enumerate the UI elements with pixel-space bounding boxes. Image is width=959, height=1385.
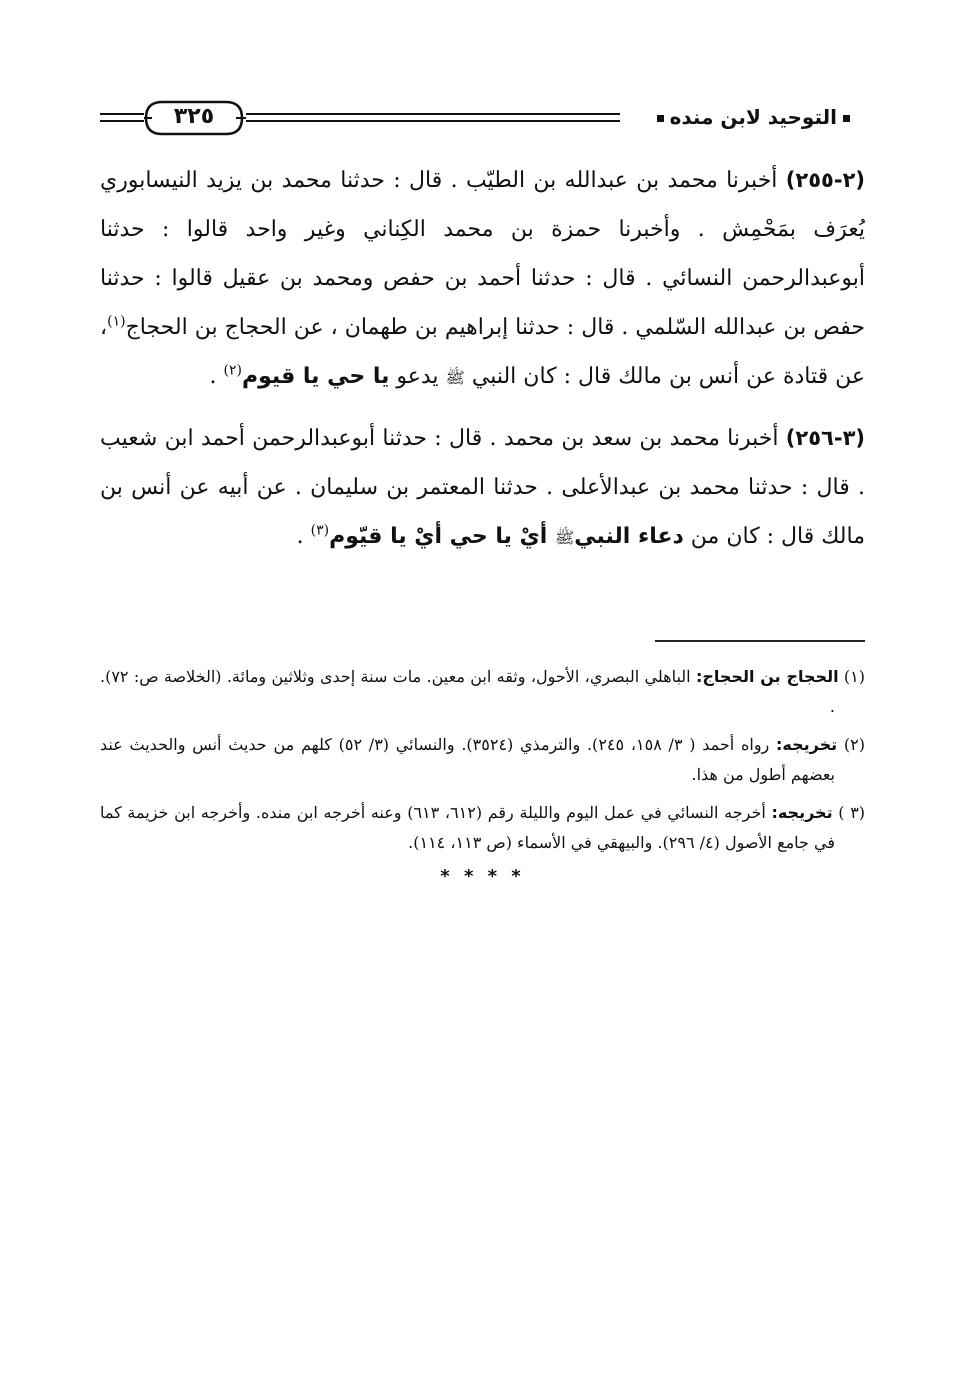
book-title [645, 100, 862, 134]
footnote-key: تخريجه: [771, 803, 833, 822]
footnote-text: أخرجه النسائي في عمل اليوم والليلة رقم (٦١٢، ٦١٣) وعنه أخرجه ابن منده. وأخرجه ابن خزيمة كما في جامع الأصول (٤/ ٢٩٦). والبيهقي في الأسماء (ص ١١٣، ١١٤). [100, 803, 835, 852]
footnote-marker: (٢) [843, 735, 866, 754]
square-ornament-icon [843, 115, 850, 122]
footnote-marker: (١) [843, 667, 865, 686]
hadith-255 [100, 156, 865, 402]
running-header [100, 96, 862, 140]
hadith-text: . [296, 524, 311, 549]
footnote-key: تخريجه: [776, 735, 838, 754]
hadith-text: . [209, 364, 224, 389]
hadith-text: ، عن قتادة عن أنس بن مالك قال : كان النبي [100, 315, 865, 389]
book-title-text: التوحيد لابن منده [669, 105, 837, 129]
main-text [100, 156, 865, 562]
dua-phrase: دعاء النبي [574, 524, 684, 549]
hadith-number: (٢-٢٥٥) [785, 168, 865, 192]
footnote-separator [655, 640, 865, 642]
footnote-ref[interactable]: (٢) [223, 362, 242, 379]
hadith-text: يدعو [389, 364, 446, 389]
end-marks: * * * * [440, 866, 525, 887]
footnote-2 [100, 730, 865, 790]
footnote-text: الباهلي البصري، الأحول، وثقه ابن معين. مات سنة إحدى وثلاثين ومائة. (الخلاصة ص: ٧٢). . [100, 667, 835, 716]
footnote-3 [100, 798, 865, 858]
footnotes [100, 662, 865, 887]
footnote-1 [100, 662, 865, 722]
dua-phrase: يا حي يا قيوم [241, 364, 390, 389]
footnote-key: الحجاج بن الحجاج: [695, 667, 839, 686]
dua-phrase: أيْ يا حي أيْ يا قيّوم [329, 524, 555, 549]
hadith-text: أخبرنا محمد بن سعد بن محمد . قال : حدثنا أبوعبدالرحمن أحمد ابن شعيب . قال : حدثنا محمد بن عبدالأعلى . حدثنا المعتمر بن سليمان . عن أبيه عن أنس بن مالك قال : كان من [100, 426, 865, 549]
footnote-text: رواه أحمد ( ٣/ ١٥٨، ٢٤٥). والترمذي (٣٥٢٤). والنسائي (٣/ ٥٢) كلهم من حديث أنس والحديث عند بعضهم أطول من هذا. [100, 735, 835, 784]
page-number: ٣٢٥ [173, 104, 215, 129]
hadith-256 [100, 414, 865, 562]
footnote-ref[interactable]: (١) [107, 313, 126, 330]
footnote-marker: (٣ ) [838, 803, 866, 822]
footnote-ref[interactable]: (٣) [310, 522, 330, 539]
salawat-glyph: ﷺ [554, 528, 575, 547]
square-ornament-icon [657, 115, 664, 122]
salawat-glyph: ﷺ [445, 368, 465, 387]
hadith-text: أخبرنا محمد بن عبدالله بن الطيّب . قال : حدثنا محمد بن يزيد النيسابوري يُعرَف بمَحْمِش . وأخبرنا حمزة بن محمد الكِناني وغير واحد قالوا : حدثنا أبوعبدالرحمن النسائي . قال : حدثنا أحمد بن حفص ومحمد بن عقيل قالوا : حدثنا حفص بن عبدالله السّلمي . قال : حدثنا إبراهيم بن طهمان ، عن الحجاج بن الحجاج [100, 168, 865, 340]
hadith-number: (٣-٢٥٦) [785, 426, 865, 450]
